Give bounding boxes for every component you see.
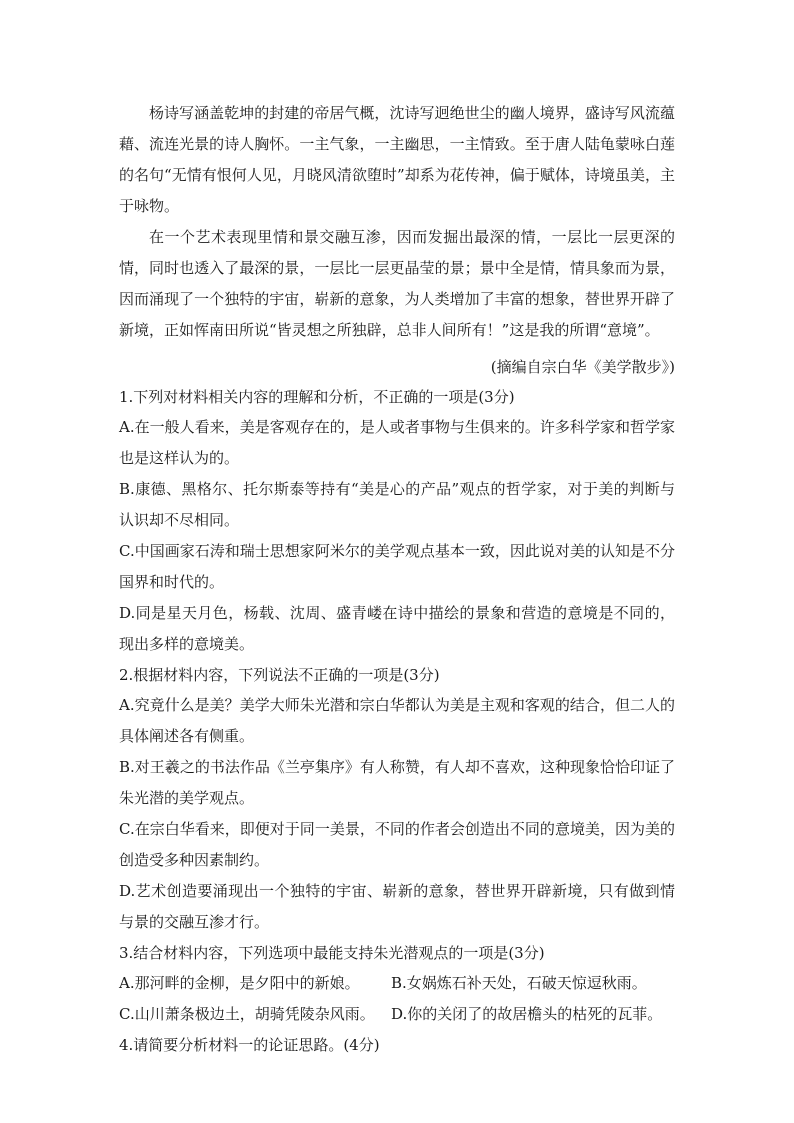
question-3-options-row-2 [119, 999, 675, 1030]
question-4 [119, 1030, 675, 1060]
passage-source: (摘编自宗白华《美学散步》) [490, 358, 675, 376]
question-2-option-d: D.艺术创造要涌现出一个独特的宇宙、崭新的意象，替世界开辟新境，只有做到情与景的交融互渗才行。 [119, 882, 675, 931]
question-3-option-a: A.那河畔的金柳，是夕阳中的新娘。 [119, 974, 360, 992]
question-2-option-a: A.究竟什么是美？美学大师朱光潜和宗白华都认为美是主观和客观的结合，但二人的具体阐述各有侧重。 [119, 696, 675, 745]
question-1-option-a: A.在一般人看来，美是客观存在的，是人或者事物与生俱来的。许多科学家和哲学家也是这样认为的。 [119, 418, 675, 467]
question-3-options-row-1 [119, 968, 675, 999]
passage-paragraph-1: 杨诗写涵盖乾坤的封建的帝居气概，沈诗写迥绝世尘的幽人境界，盛诗写风流蕴藉、流连光景的诗人胸怀。一主气象，一主幽思，一主情致。至于唐人陆龟蒙咏白莲的名句“无情有恨何人见，月晓风清欲堕时”却系为花传神，偏于赋体，诗境虽美，主于咏物。 [119, 104, 675, 215]
question-4-stem: 4.请简要分析材料一的论证思路。(4分) [119, 1036, 380, 1054]
question-3-option-d: D.你的关闭了的故居檐头的枯死的瓦菲。 [391, 1005, 663, 1023]
question-3 [119, 938, 675, 1030]
question-2-option-b: B.对王羲之的书法作品《兰亭集序》有人称赞，有人却不喜欢，这种现象恰恰印证了朱光潜的美学观点。 [119, 758, 675, 807]
question-1-option-b: B.康德、黑格尔、托尔斯泰等持有“美是心的产品”观点的哲学家，对于美的判断与认识却不尽相同。 [119, 480, 675, 529]
question-3-option-c: C.山川萧条极边土，胡骑凭陵杂风雨。 [119, 1005, 375, 1023]
question-1 [119, 382, 675, 660]
question-1-stem: 1.下列对材料相关内容的理解和分析，不正确的一项是(3分) [119, 388, 515, 406]
question-1-option-c: C.中国画家石涛和瑞士思想家阿米尔的美学观点基本一致，因此说对美的认知是不分国界和时代的。 [119, 542, 675, 591]
question-2-stem: 2.根据材料内容，下列说法不正确的一项是(3分) [119, 666, 440, 684]
passage-paragraph-2: 在一个艺术表现里情和景交融互渗，因而发掘出最深的情，一层比一层更深的情，同时也透入了最深的景，一层比一层更晶莹的景；景中全是情，情具象而为景，因而涌现了一个独特的宇宙，崭新的意象，为人类增加了丰富的想象，替世界开辟了新境，正如恽南田所说“皆灵想之所独辟，总非人间所有！”这是我的所谓“意境”。 [119, 228, 675, 339]
question-3-stem: 3.结合材料内容，下列选项中最能支持朱光潜观点的一项是(3分) [119, 944, 545, 962]
page-content [119, 98, 675, 1060]
question-2 [119, 660, 675, 938]
question-1-option-d: D.同是星天月色，杨载、沈周、盛青嵝在诗中描绘的景象和营造的意境是不同的，现出多样的意境美。 [119, 604, 675, 653]
question-2-option-c: C.在宗白华看来，即便对于同一美景，不同的作者会创造出不同的意境美，因为美的创造受多种因素制约。 [119, 820, 675, 869]
question-3-option-b: B.女娲炼石补天处，石破天惊逗秋雨。 [391, 974, 647, 992]
